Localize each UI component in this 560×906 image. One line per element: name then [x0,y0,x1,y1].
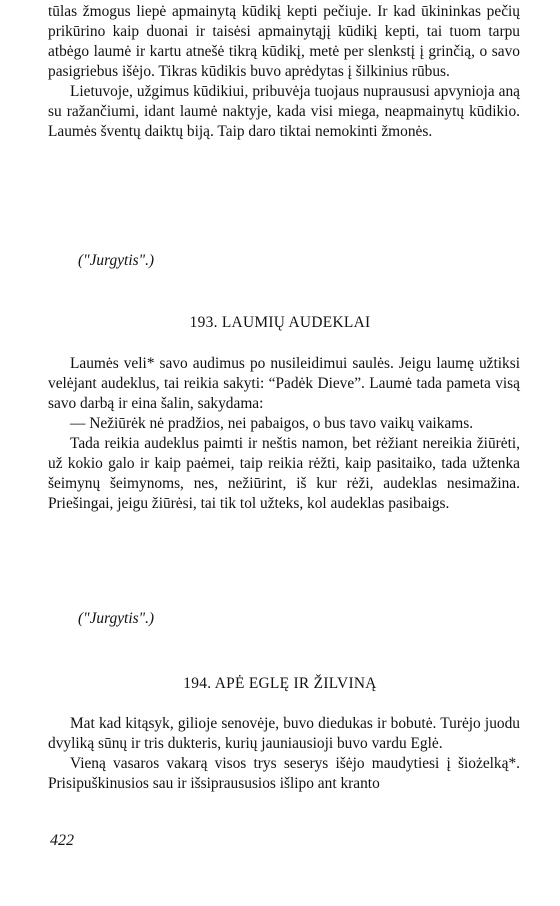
text-block-3 [48,714,520,794]
paragraph: Vieną vasaros vakarą visos trys seserys išėjo maudytiesi į šiożelką*. Prisipuškinusios sau ir išsipraususios išlipo ant kranto [48,755,520,792]
paragraph: Laumės veli* savo audimus po nusileidimui saulės. Jeigu laumę užtiksi velėjant audeklus, tai reikia sakyti: “Padėk Dieve”. Laumė tada pameta visą savo darbą ir eina šalin, sakydama: [48,355,520,412]
paragraph: Tada reikia audeklus paimti ir neštis namon, bet rėžiant nereikia žiūrėti, už kokio galo ir kaip paėmei, taip reikia rėžti, kaip pasitaiko, tada užtenka šeimynų šeimynoms, nes, nežiūrint, iš kur rėži, audeklas nesimažina. Priešingai, jeigu žiūrėsi, tai tik tol užteks, kol audeklas pasibaigs. [48,435,520,512]
paragraph: Mat kad kitąsyk, gilioje senovėje, buvo diedukas ir bobutė. Turėjo juodu dvyliką sūnų ir tris dukteris, kurių jauniausioji buvo vardu Eglė. [48,715,520,752]
paragraph: — Nežiūrėk nė pradžios, nei pabaigos, o bus tavo vaikų vaikams. [70,415,474,432]
source-citation: ("Jurgytis".) [78,252,155,269]
paragraph: Lietuvoje, užgimus kūdikiui, pribuvėja tuojaus nupraususi apvynioja aną su ražančiumi, idant laumė naktyje, kada visi miega, neapmainytų kūdikio. Laumės šventų daiktų biją. Taip daro tiktai nemokinti žmonės. [48,83,520,140]
text-block-1 [48,2,520,142]
page-number: 422 [50,832,74,849]
section-heading: 193. LAUMIŲ AUDEKLAI [189,314,371,331]
paragraph: tūlas žmogus liepė apmainytą kūdikį kepti pečiuje. Ir kad ūkininkas pečių prikūrino kaip duonai ir taisėsi apmainytąjį kūdikį kepti, tai tuom tarpu atbėgo laumė ir kartu atnešė tikrą kūdikį, metė per slenkstį į grinčią, o savo pasigriebus išėjo. Tikras kūdikis buvo aprėdytas į šilkinius rūbus. [48,3,520,80]
text-block-2 [48,354,520,514]
source-citation: ("Jurgytis".) [78,610,155,627]
section-heading: 194. APĖ EGLĘ IR ŽILVINĄ [183,675,377,692]
